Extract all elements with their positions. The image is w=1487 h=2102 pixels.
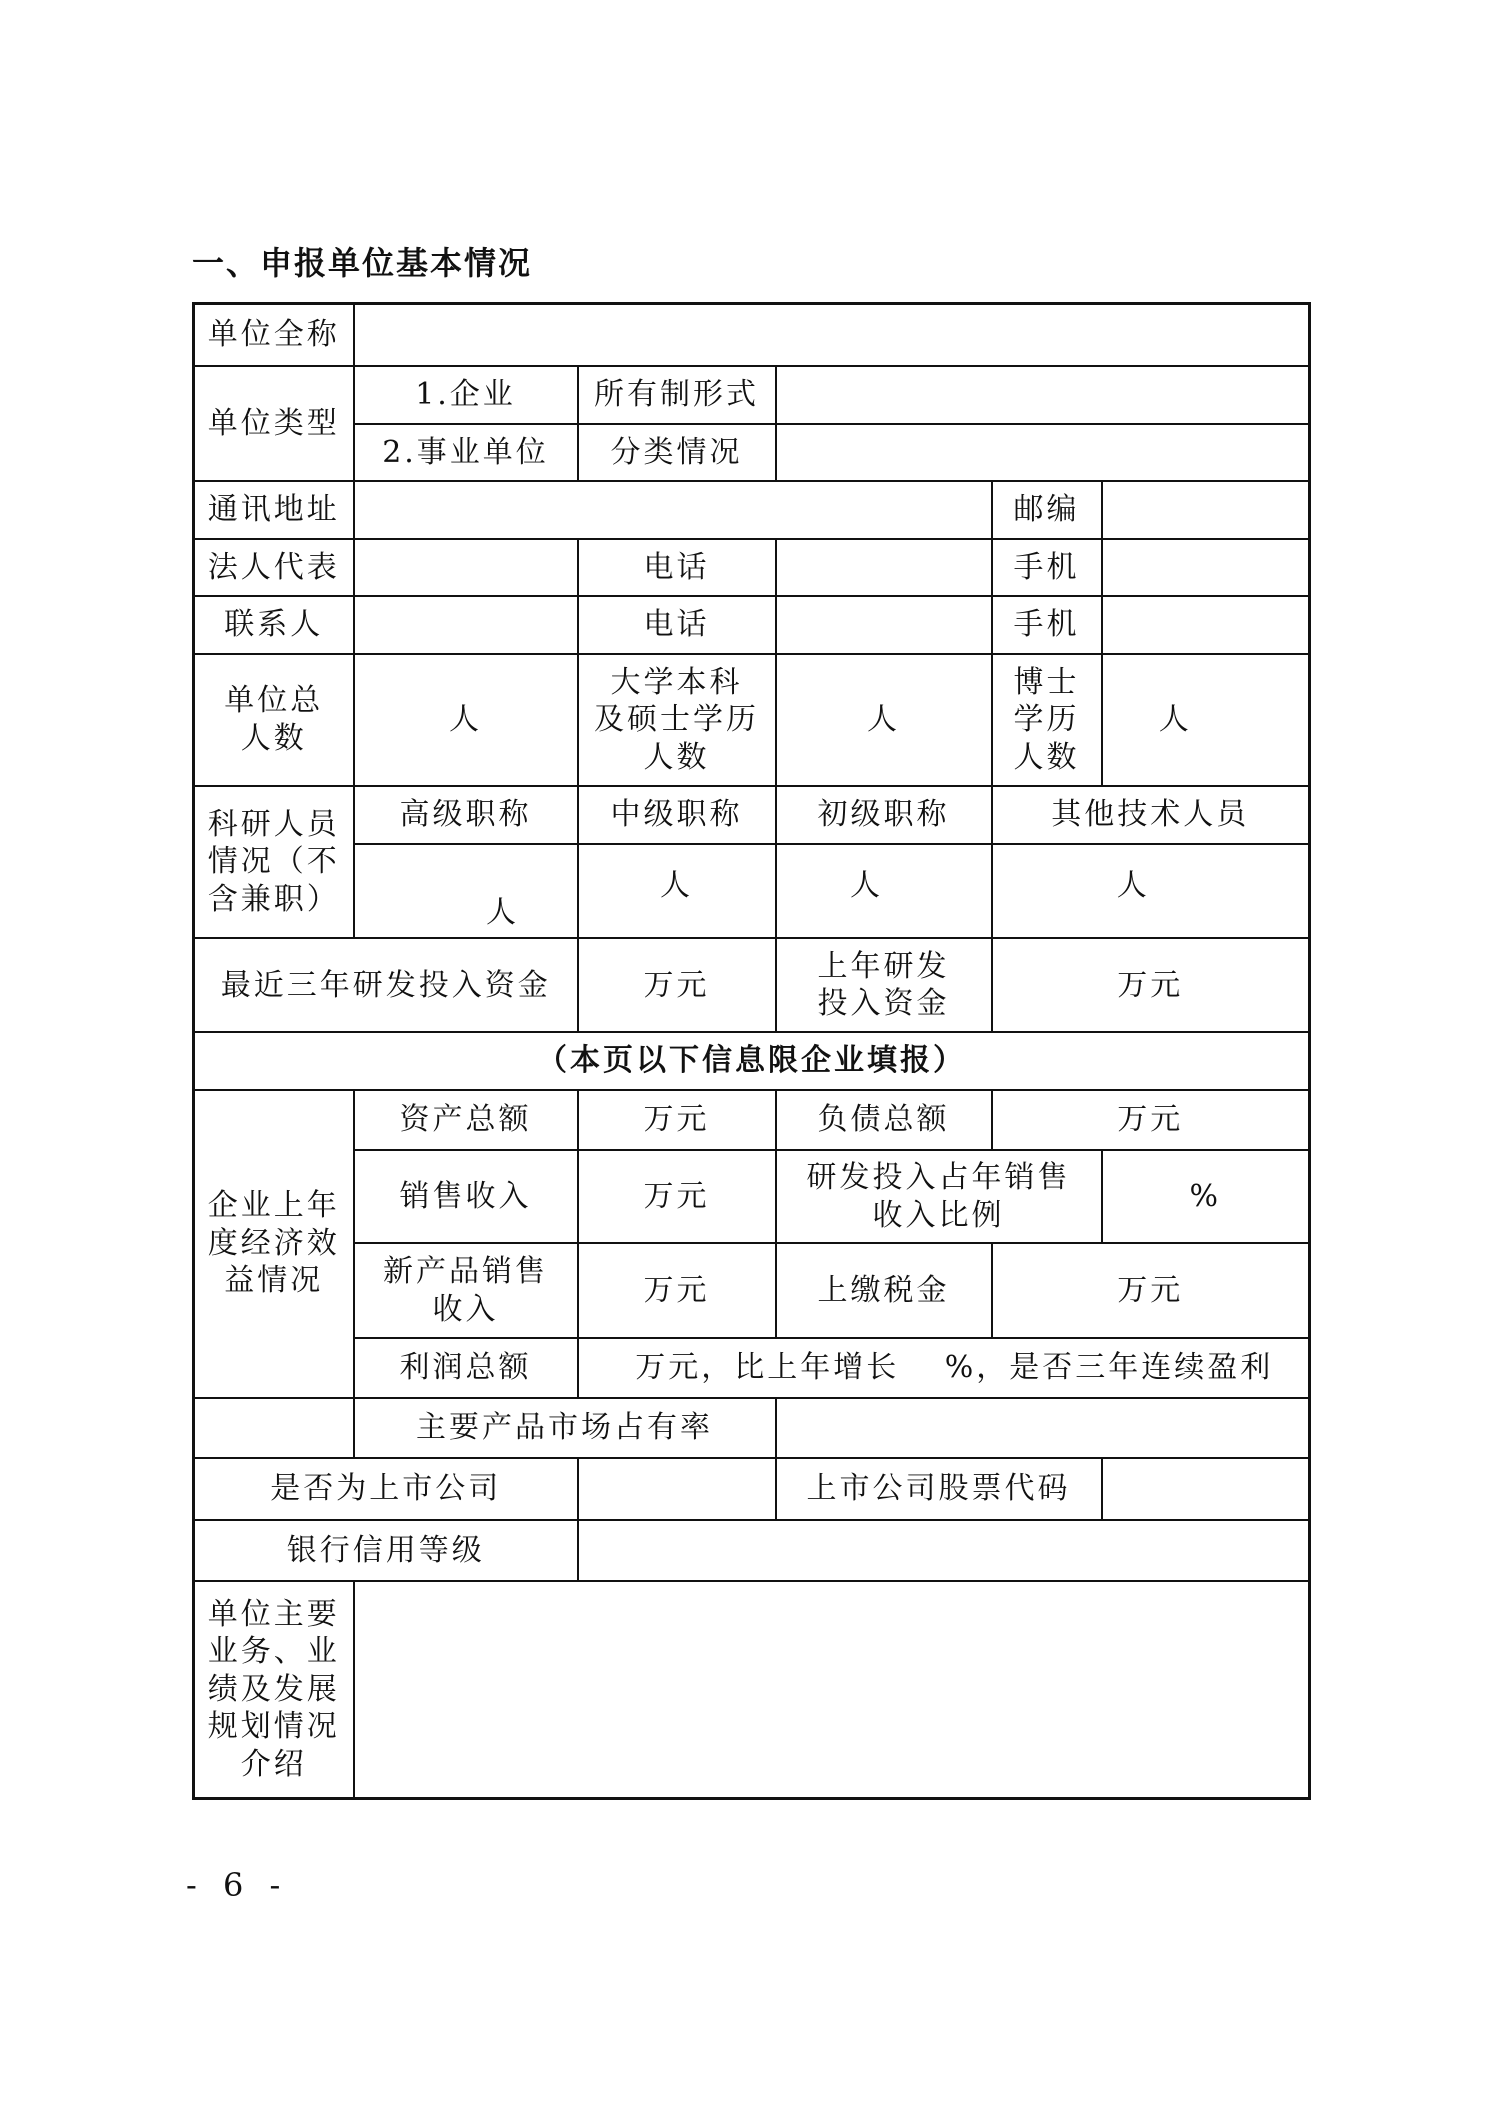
assets-field[interactable]: 万元 xyxy=(578,1090,776,1151)
postcode-label: 邮编 xyxy=(992,481,1102,539)
page-number: - 6 - xyxy=(186,1866,289,1904)
address-label: 通讯地址 xyxy=(194,481,354,539)
tax-label: 上缴税金 xyxy=(776,1243,992,1338)
contact-mobile-label: 手机 xyxy=(992,596,1102,654)
sales-field[interactable]: 万元 xyxy=(578,1150,776,1243)
row-intro xyxy=(194,1581,1310,1798)
row-sales xyxy=(194,1150,1310,1243)
intro-field[interactable] xyxy=(354,1581,1310,1798)
ownership-field[interactable] xyxy=(776,366,1310,424)
contact-field[interactable] xyxy=(354,596,578,654)
research-label: 科研人员 情况（不 含兼职） xyxy=(194,786,354,938)
doctor-staff-field[interactable]: 人 xyxy=(1102,654,1310,786)
row-unit-name xyxy=(194,304,1310,367)
contact-mobile-field[interactable] xyxy=(1102,596,1310,654)
unit-type-institution: 2.事业单位 xyxy=(354,424,578,482)
credit-field[interactable] xyxy=(578,1520,1310,1582)
rd-three-year-field[interactable]: 万元 xyxy=(578,938,776,1032)
legal-rep-mobile-field[interactable] xyxy=(1102,539,1310,597)
stock-code-label: 上市公司股票代码 xyxy=(776,1458,1102,1520)
senior-count-field[interactable]: 人 xyxy=(354,844,578,939)
junior-title-label: 初级职称 xyxy=(776,786,992,844)
row-enterprise-note xyxy=(194,1032,1310,1090)
row-rd-investment xyxy=(194,938,1310,1032)
classification-label: 分类情况 xyxy=(578,424,776,482)
profit-label: 利润总额 xyxy=(354,1338,578,1398)
unit-type-enterprise: 1.企业 xyxy=(354,366,578,424)
rd-three-year-label: 最近三年研发投入资金 xyxy=(194,938,578,1032)
sales-label: 销售收入 xyxy=(354,1150,578,1243)
row-research-titles xyxy=(194,786,1310,844)
other-tech-label: 其他技术人员 xyxy=(992,786,1310,844)
doctor-staff-label: 博士 学历 人数 xyxy=(992,654,1102,786)
liabilities-field[interactable]: 万元 xyxy=(992,1090,1310,1151)
intro-label: 单位主要 业务、业 绩及发展 规划情况 介绍 xyxy=(194,1581,354,1798)
row-address xyxy=(194,481,1310,539)
rd-last-year-field[interactable]: 万元 xyxy=(992,938,1310,1032)
unit-name-field[interactable] xyxy=(354,304,1310,367)
contact-label: 联系人 xyxy=(194,596,354,654)
stock-code-field[interactable] xyxy=(1102,1458,1310,1520)
middle-count-field[interactable]: 人 xyxy=(578,844,776,939)
ownership-label: 所有制形式 xyxy=(578,366,776,424)
econ-label-spacer xyxy=(194,1398,354,1459)
junior-count-field[interactable]: 人 xyxy=(776,844,992,939)
credit-label: 银行信用等级 xyxy=(194,1520,578,1582)
classification-field[interactable] xyxy=(776,424,1310,482)
row-unit-type-2 xyxy=(194,424,1310,482)
rd-ratio-label: 研发投入占年销售 收入比例 xyxy=(776,1150,1102,1243)
total-staff-field[interactable]: 人 xyxy=(354,654,578,786)
row-assets xyxy=(194,1090,1310,1151)
row-credit xyxy=(194,1520,1310,1582)
bachelor-staff-label: 大学本科 及硕士学历 人数 xyxy=(578,654,776,786)
application-form xyxy=(192,302,1311,1800)
new-product-sales-label: 新产品销售 收入 xyxy=(354,1243,578,1338)
legal-rep-mobile-label: 手机 xyxy=(992,539,1102,597)
row-unit-type-1 xyxy=(194,366,1310,424)
rd-ratio-field[interactable]: % xyxy=(1102,1150,1310,1243)
senior-title-label: 高级职称 xyxy=(354,786,578,844)
contact-phone-label: 电话 xyxy=(578,596,776,654)
tax-field[interactable]: 万元 xyxy=(992,1243,1310,1338)
assets-label: 资产总额 xyxy=(354,1090,578,1151)
enterprise-note: （本页以下信息限企业填报） xyxy=(194,1032,1310,1090)
total-staff-label: 单位总 人数 xyxy=(194,654,354,786)
row-profit xyxy=(194,1338,1310,1398)
other-tech-count-field[interactable]: 人 xyxy=(992,844,1310,939)
contact-phone-field[interactable] xyxy=(776,596,992,654)
new-product-sales-field[interactable]: 万元 xyxy=(578,1243,776,1338)
market-share-label: 主要产品市场占有率 xyxy=(354,1398,776,1459)
row-legal-rep xyxy=(194,539,1310,597)
row-market-share xyxy=(194,1398,1310,1459)
row-research-counts xyxy=(194,844,1310,939)
market-share-field[interactable] xyxy=(776,1398,1310,1459)
unit-name-label: 单位全称 xyxy=(194,304,354,367)
legal-rep-field[interactable] xyxy=(354,539,578,597)
legal-rep-phone-label: 电话 xyxy=(578,539,776,597)
profit-field[interactable]: 万元，比上年增长 %，是否三年连续盈利 xyxy=(578,1338,1310,1398)
bachelor-staff-field[interactable]: 人 xyxy=(776,654,992,786)
econ-label: 企业上年 度经济效 益情况 xyxy=(194,1090,354,1398)
row-listed xyxy=(194,1458,1310,1520)
row-contact xyxy=(194,596,1310,654)
middle-title-label: 中级职称 xyxy=(578,786,776,844)
row-new-product xyxy=(194,1243,1310,1338)
postcode-field[interactable] xyxy=(1102,481,1310,539)
listed-field[interactable] xyxy=(578,1458,776,1520)
address-field[interactable] xyxy=(354,481,992,539)
legal-rep-phone-field[interactable] xyxy=(776,539,992,597)
liabilities-label: 负债总额 xyxy=(776,1090,992,1151)
legal-rep-label: 法人代表 xyxy=(194,539,354,597)
section-heading: 一、申报单位基本情况 xyxy=(192,244,533,282)
rd-last-year-label: 上年研发 投入资金 xyxy=(776,938,992,1032)
unit-type-label: 单位类型 xyxy=(194,366,354,481)
row-staff xyxy=(194,654,1310,786)
listed-label: 是否为上市公司 xyxy=(194,1458,578,1520)
